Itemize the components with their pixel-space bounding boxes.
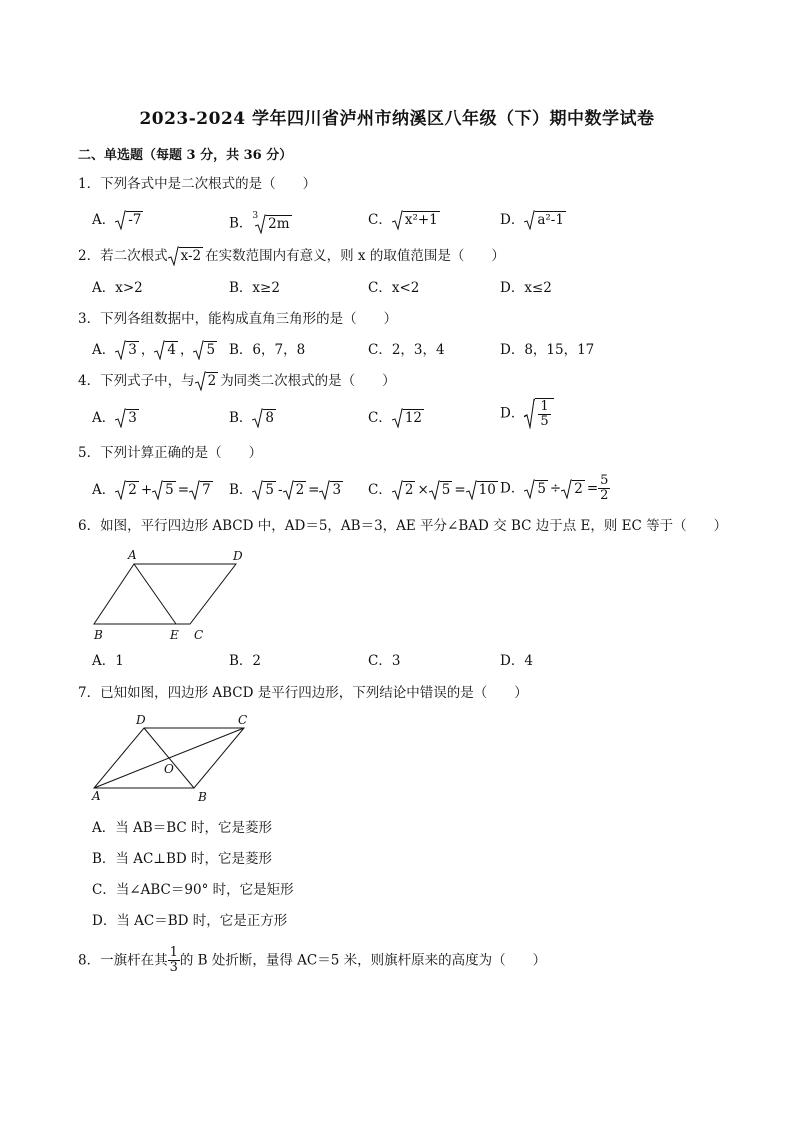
radicand: 12 (404, 410, 423, 426)
radicand: 4 (167, 342, 176, 358)
radicand: 2 (574, 480, 583, 497)
radicand: 5 (537, 480, 546, 497)
option-label: D． (500, 405, 525, 422)
fraction (598, 474, 610, 503)
radicand (535, 398, 553, 429)
radicand: x²+1 (404, 212, 438, 228)
vertex-label-d: D (136, 713, 146, 727)
radicand: 2 (207, 373, 217, 389)
q2-option-b[interactable]: B．x≥2 (229, 280, 280, 296)
radicand: 5 (206, 342, 216, 358)
radicand: 2 (404, 482, 414, 498)
option-label: C． (368, 410, 392, 426)
question-3-stem: 3．下列各组数据中，能构成直角三角形的是（ ） (78, 311, 398, 327)
radicand: 2 (128, 482, 137, 498)
radicand: 10 (478, 482, 496, 498)
stem-text: 4．下列式子中，与 (78, 373, 195, 389)
vertex-label-b: B (198, 790, 207, 804)
bisector-ae (134, 564, 176, 624)
operator: = (177, 482, 190, 498)
sqrt-sign (524, 398, 553, 429)
denominator: 5 (540, 414, 549, 429)
q5-option-a[interactable] (92, 480, 215, 500)
q7-option-b[interactable]: B．当 AC⊥BD 时，它是菱形 (92, 851, 273, 867)
radicand: 5 (265, 482, 275, 498)
numerator: 1 (540, 399, 549, 414)
vertex-label-d: D (233, 549, 243, 563)
sqrt-sign (168, 246, 204, 266)
center-label-o: O (164, 762, 174, 776)
option-label: C． (368, 482, 392, 498)
operator: ÷ (549, 480, 562, 497)
radicand: 3 (128, 342, 137, 358)
denominator: 2 (600, 488, 609, 503)
radicand: x-2 (180, 248, 202, 264)
sqrt-sign (152, 480, 176, 500)
vertex-label-c: C (238, 713, 248, 727)
operator: = (454, 482, 466, 498)
q4-option-d[interactable] (500, 398, 556, 429)
option-label: B． (229, 410, 253, 426)
option-label: A． (92, 482, 116, 498)
question-7-stem: 7．已知如图，四边形 ABCD 是平行四边形，下列结论中错误的是（ ） (78, 685, 528, 701)
option-label: D． (500, 212, 525, 228)
q4-option-a[interactable] (92, 408, 141, 428)
diagonal-bd (144, 728, 194, 788)
vertex-label-c: C (194, 628, 204, 642)
root-index: 3 (252, 211, 259, 221)
operator: = (586, 480, 599, 497)
operator: + (140, 482, 153, 498)
stem-text: 在实数范围内有意义，则 x 的取值范围是（ ） (205, 248, 505, 264)
parallelogram-outline (94, 564, 236, 624)
sqrt-sign (561, 479, 585, 499)
radicand: -7 (128, 212, 142, 228)
operator: - (278, 482, 283, 498)
page-title: 2023-2024 学年四川省泸州市纳溪区八年级（下）期中数学试卷 (139, 109, 655, 129)
q6-option-b[interactable]: B．2 (229, 653, 262, 669)
fraction (168, 946, 180, 975)
radicand: 2m (268, 215, 290, 232)
operator: × (417, 482, 429, 498)
vertex-label-b: B (94, 628, 103, 642)
sqrt-sign (524, 210, 566, 230)
q5-option-b[interactable] (229, 480, 345, 500)
vertex-label-a: A (128, 548, 137, 562)
sqrt-sign (189, 480, 213, 500)
q1-option-a[interactable] (92, 210, 145, 230)
cube-root-sign (255, 214, 291, 234)
sqrt-sign (429, 480, 453, 500)
q5-option-c[interactable] (368, 480, 500, 500)
q3-option-b[interactable]: B．6，7，8 (229, 342, 306, 358)
q3-option-d[interactable]: D．8，15，17 (500, 342, 595, 358)
sqrt-sign (392, 210, 440, 230)
option-label: A． (92, 410, 116, 426)
option-label: A． (92, 212, 116, 228)
sqrt-sign (283, 480, 307, 500)
sqrt-sign (392, 480, 416, 500)
question-4-stem (78, 371, 396, 391)
sqrt-sign (466, 480, 498, 500)
q2-option-a[interactable]: A．x>2 (92, 280, 143, 296)
radicand: 8 (265, 410, 275, 426)
sqrt-sign (195, 371, 219, 391)
stem-text: 2．若二次根式 (78, 248, 168, 264)
stem-text: 为同类二次根式的是（ ） (220, 373, 396, 389)
stem-text: 8．一旗杆在其 (78, 952, 168, 969)
q1-option-b[interactable] (229, 210, 294, 234)
sqrt-sign (115, 340, 139, 360)
q2-option-d[interactable]: D．x≤2 (500, 280, 552, 296)
radicand: 5 (165, 482, 174, 498)
option-label: C． (368, 212, 392, 228)
sqrt-sign (115, 480, 139, 500)
question-8-stem (78, 946, 546, 975)
sqrt-sign (319, 480, 343, 500)
q2-option-c[interactable]: C．x<2 (368, 280, 420, 296)
q6-option-d[interactable]: D．4 (500, 653, 533, 669)
operator: = (308, 482, 320, 498)
stem-text: 的 B 处折断，量得 AC＝5 米，则旗杆原来的高度为（ ） (179, 952, 547, 969)
sqrt-sign (154, 340, 178, 360)
numerator: 5 (600, 473, 609, 488)
option-label: B． (229, 482, 253, 498)
sqrt-sign (193, 340, 217, 360)
option-label: D． (500, 480, 525, 497)
section-heading: 二、单选题（每题 3 分，共 36 分） (78, 148, 293, 163)
sqrt-sign (115, 408, 139, 428)
q5-option-d[interactable] (500, 474, 610, 503)
vertex-label-a: A (92, 789, 101, 803)
q7-option-c[interactable]: C．当∠ABC＝90° 时，它是矩形 (92, 882, 294, 898)
question-5-stem: 5．下列计算正确的是（ ） (78, 445, 263, 461)
radicand: a²-1 (537, 212, 564, 228)
radicand: 5 (441, 482, 451, 498)
q6-option-c[interactable]: C．3 (368, 653, 401, 669)
radicand: 3 (128, 410, 137, 426)
q6-option-a[interactable]: A．1 (92, 653, 124, 669)
q7-option-a[interactable]: A．当 AB＝BC 时，它是菱形 (92, 820, 273, 836)
question-2-stem (78, 246, 505, 266)
radicand: 3 (332, 482, 342, 498)
sqrt-sign (252, 480, 276, 500)
option-label: A． (92, 342, 116, 358)
q1-option-c[interactable] (368, 210, 442, 230)
q3-option-c[interactable]: C．2，3，4 (368, 342, 445, 358)
sqrt-sign (115, 210, 143, 230)
radicand: 7 (202, 482, 211, 498)
q4-option-c[interactable] (368, 408, 426, 428)
parallelogram-figure-abcd-o (88, 710, 263, 806)
option-label: B． (229, 215, 253, 232)
question-6-stem: 6．如图，平行四边形 ABCD 中，AD＝5，AB＝3，AE 平分∠BAD 交 BC 边于点 E，则 EC 等于（ ） (78, 518, 728, 534)
parallelogram-figure-abcd-e (88, 544, 258, 644)
fraction (538, 400, 550, 429)
sqrt-sign (524, 479, 548, 499)
radicand: 2 (295, 482, 305, 498)
q3-option-a[interactable]: A． 3 ， 4 ， 5 (92, 342, 216, 358)
sqrt-sign (392, 408, 424, 428)
numerator: 1 (169, 945, 178, 960)
q7-option-d[interactable]: D．当 AC＝BD 时，它是正方形 (92, 913, 288, 929)
q1-option-d[interactable] (500, 210, 568, 230)
denominator: 3 (169, 960, 178, 975)
point-label-e: E (170, 628, 179, 642)
question-1-stem: 1．下列各式中是二次根式的是（ ） (78, 176, 317, 192)
q4-option-b[interactable] (229, 408, 278, 428)
sqrt-sign (252, 408, 276, 428)
